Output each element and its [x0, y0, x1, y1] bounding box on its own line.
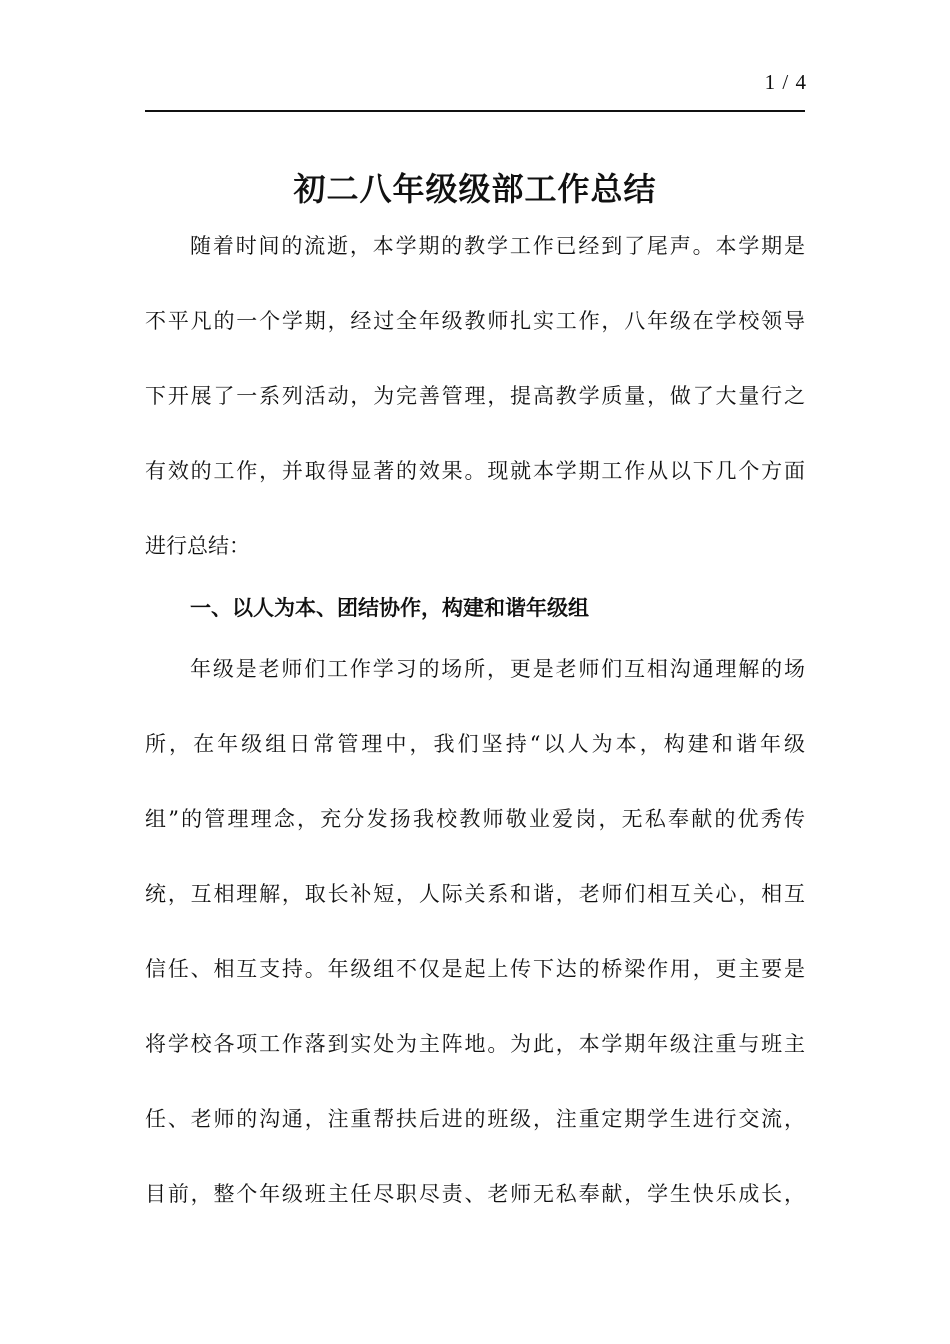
paragraph-line: 统，互相理解，取长补短，人际关系和谐，老师们相互关心，相互	[145, 882, 805, 906]
paragraph-line: 所，在年级组日常管理中，我们坚持“以人为本，构建和谐年级	[145, 732, 805, 756]
paragraph-line: 年级是老师们工作学习的场所，更是老师们互相沟通理解的场	[190, 657, 805, 681]
page-number: 1 / 4	[764, 70, 807, 94]
paragraph-line: 将学校各项工作落到实处为主阵地。为此，本学期年级注重与班主	[145, 1032, 805, 1056]
paragraph-line: 任、老师的沟通，注重帮扶后进的班级，注重定期学生进行交流，	[145, 1107, 805, 1131]
paragraph-line: 下开展了一系列活动，为完善管理，提高教学质量，做了大量行之	[145, 384, 805, 408]
paragraph-line: 目前，整个年级班主任尽职尽责、老师无私奉献，学生快乐成长，	[145, 1182, 805, 1206]
paragraph-line: 进行总结：	[145, 534, 250, 558]
paragraph-line: 有效的工作，并取得显著的效果。现就本学期工作从以下几个方面	[145, 459, 805, 483]
paragraph-line: 信任、相互支持。年级组不仅是起上传下达的桥梁作用，更主要是	[145, 957, 805, 981]
header-rule	[145, 110, 805, 112]
paragraph-line: 组”的管理理念，充分发扬我校教师敬业爱岗，无私奉献的优秀传	[145, 807, 805, 831]
section-heading: 一、以人为本、团结协作，构建和谐年级组	[190, 596, 589, 620]
paragraph-line: 不平凡的一个学期，经过全年级教师扎实工作，八年级在学校领导	[145, 309, 805, 333]
paragraph-line: 随着时间的流逝，本学期的教学工作已经到了尾声。本学期是	[190, 234, 805, 258]
document-title: 初二八年级级部工作总结	[293, 170, 657, 208]
